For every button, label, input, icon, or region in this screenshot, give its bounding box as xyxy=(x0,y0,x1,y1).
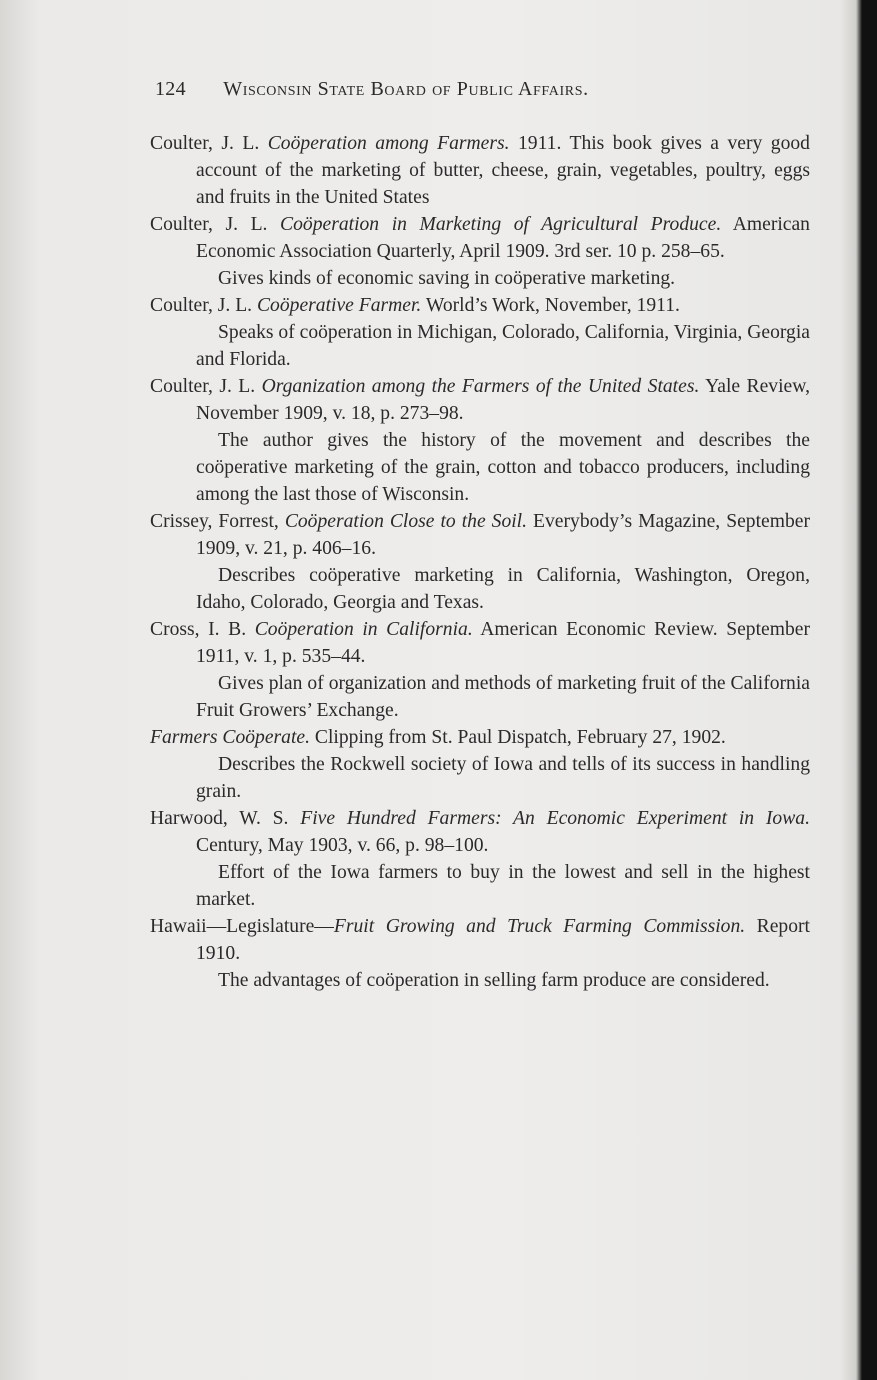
entry-author: Cross, I. B. xyxy=(150,619,247,640)
entry-author: Crissey, Forrest, xyxy=(150,511,279,532)
entry-note: Gives kinds of economic saving in coöperative marketing. xyxy=(218,268,676,289)
entry-title: Coöperation in California. xyxy=(254,619,473,640)
entry-title: Organization among the Farmers of the United States. xyxy=(261,376,700,397)
entry-details: Everybody’s Magazine, September 1909, v. 21, p. 406–16. xyxy=(196,511,810,559)
bibliography-entry xyxy=(150,616,810,724)
entry-details: 1911. This book gives a very good account of the marketing of butter, cheese, grain, vegetables, poultry, eggs and fruits in the United States xyxy=(196,133,810,208)
page-header xyxy=(155,78,755,101)
entry-note: Speaks of coöperation in Michigan, Colorado, California, Virginia, Georgia and Florida. xyxy=(196,322,810,370)
entry-details: Yale Review, November 1909, v. 18, p. 273–98. xyxy=(196,376,811,424)
bibliography-list xyxy=(150,130,810,994)
entry-details: American Economic Association Quarterly, April 1909. 3rd ser. 10 p. 258–65. xyxy=(196,214,810,262)
bibliography-entry xyxy=(150,373,810,508)
entry-details: Clipping from St. Paul Dispatch, February 27, 1902. xyxy=(314,727,726,748)
entry-title: Coöperative Farmer. xyxy=(256,295,422,316)
running-title: Wisconsin State Board of Public Affairs. xyxy=(223,78,589,100)
entry-details: Century, May 1903, v. 66, p. 98–100. xyxy=(196,835,489,856)
entry-author: Coulter, J. L. xyxy=(150,133,260,154)
bibliography-entry xyxy=(150,805,810,913)
bibliography-entry xyxy=(150,130,810,211)
entry-details: Report 1910. xyxy=(196,916,810,964)
entry-note: The author gives the history of the movement and describes the coöperative marketing of the grain, cotton and tobacco producers, including among the last those of Wisconsin. xyxy=(196,430,810,505)
bibliography-entry xyxy=(150,913,810,994)
entry-details: American Economic Review. September 1911, v. 1, p. 535–44. xyxy=(196,619,810,667)
bibliography-entry xyxy=(150,508,810,616)
bibliography-entry xyxy=(150,292,810,373)
entry-author: Hawaii—Legislature— xyxy=(150,916,334,937)
entry-title: Coöperation Close to the Soil. xyxy=(284,511,528,532)
bibliography-entry xyxy=(150,211,810,292)
entry-note: The advantages of coöperation in selling farm produce are considered. xyxy=(218,970,770,991)
page-number: 124 xyxy=(155,78,186,100)
entry-author: Coulter, J. L. xyxy=(150,376,256,397)
entry-note: Effort of the Iowa farmers to buy in the lowest and sell in the highest market. xyxy=(196,862,810,910)
entry-title: Coöperation in Marketing of Agricultural Produce. xyxy=(280,214,722,235)
entry-title: Coöperation among Farmers. xyxy=(267,133,510,154)
entry-title: Fruit Growing and Truck Farming Commission. xyxy=(333,916,746,937)
entry-details: World’s Work, November, 1911. xyxy=(425,295,680,316)
entry-author: Coulter, J. L. xyxy=(150,214,268,235)
entry-note: Gives plan of organization and methods of marketing fruit of the California Fruit Growers’ Exchange. xyxy=(196,673,810,721)
bibliography-entry xyxy=(150,724,810,805)
entry-author: Harwood, W. S. xyxy=(150,808,289,829)
entry-note: Describes the Rockwell society of Iowa and tells of its success in handling grain. xyxy=(196,754,810,802)
entry-title: Five Hundred Farmers: An Economic Experiment in Iowa. xyxy=(300,808,810,829)
entry-author: Coulter, J. L. xyxy=(150,295,253,316)
entry-note: Describes coöperative marketing in California, Washington, Oregon, Idaho, Colorado, Georgia and Texas. xyxy=(196,565,810,613)
entry-title: Farmers Coöperate. xyxy=(150,727,311,748)
